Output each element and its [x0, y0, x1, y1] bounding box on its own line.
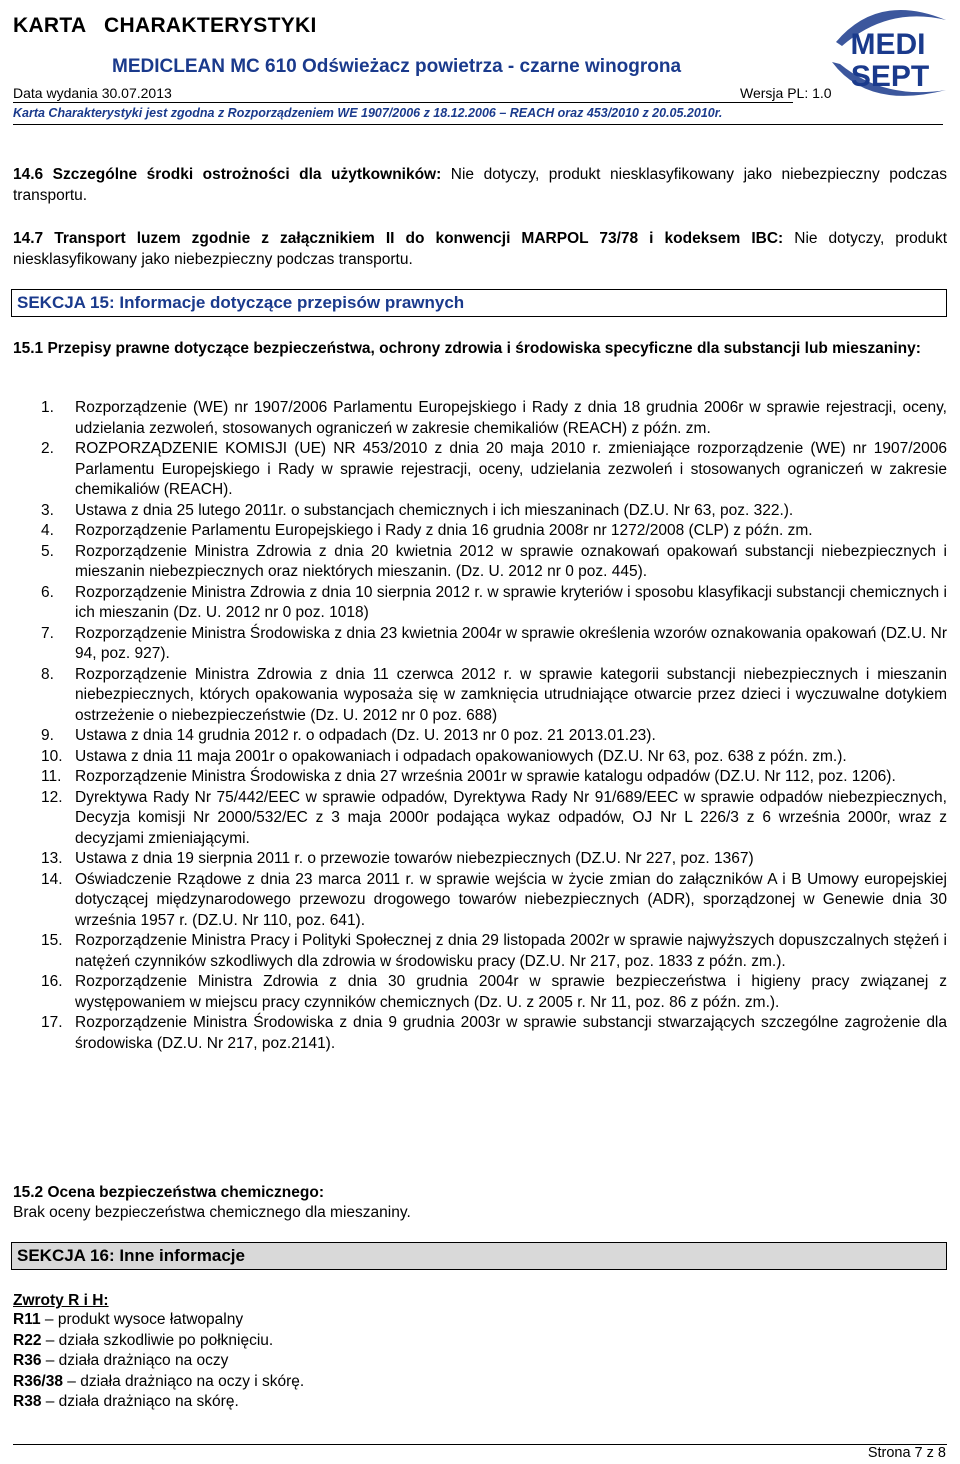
regulation-text: Rozporządzenie Ministra Środowiska z dnia 27 września 2001r w sprawie katalogu odpadów (DZ.U. Nr 112, poz. 1206). — [75, 768, 896, 785]
regulation-text: Ustawa z dnia 19 sierpnia 2011 r. o przewozie towarów niebezpiecznych (DZ.U. Nr 227, poz. 1367) — [75, 850, 754, 867]
regulation-text: Dyrektywa Rady Nr 75/442/EEC w sprawie odpadów, Dyrektywa Rady Nr 91/689/EEC w sprawie odpadów niebezpiecznych, Decyzja komisji Nr 2000/532/EC z 3 maja 2000r podająca wykaz odpadów, OJ Nr L 226/3 z 6 września 2000r, wraz z decyzjami zmieniającymi. — [75, 788, 947, 847]
phrases-heading: Zwroty R i H: — [13, 1292, 109, 1309]
regulation-number: 16. — [41, 973, 63, 990]
regulation-item — [13, 542, 947, 583]
regulation-item — [13, 726, 947, 747]
regulation-text: Rozporządzenie Ministra Pracy i Polityki Społecznej z dnia 29 listopada 2002r w sprawie najwyższych dopuszczalnych stężeń i natężeń czynników szkodliwych dla zdrowia w środowisku pracy (DZ.U. Nr 217, poz. 1833 z późn. zm.). — [75, 932, 947, 970]
subsection-15-2-title: 15.2 Ocena bezpieczeństwa chemicznego: — [13, 1184, 324, 1201]
phrase-code: R22 — [13, 1331, 42, 1349]
phrase-text: – działa drażniąco na skórę. — [41, 1393, 239, 1410]
section-15-heading — [11, 289, 947, 317]
phrase-code: R36 — [13, 1352, 42, 1369]
regulation-number: 1. — [41, 399, 54, 416]
regulation-text: Ustawa z dnia 11 maja 2001r o opakowaniach i odpadach opakowaniowych (DZ.U. Nr 63, poz. 638 z późn. zm.). — [75, 747, 847, 765]
regulation-item — [13, 870, 947, 932]
regulation-text: Ustawa z dnia 25 lutego 2011r. o substancjach chemicznych i ich mieszaninach (DZ.U. Nr 63, poz. 322.). — [75, 501, 794, 519]
subsection-15-2-text: Brak oceny bezpieczeństwa chemicznego dla mieszaniny. — [13, 1204, 411, 1221]
regulation-item — [13, 1013, 947, 1054]
section-14-6-label: 14.6 Szczególne środki ostrożności dla użytkowników: — [13, 166, 442, 183]
regulation-number: 17. — [41, 1014, 63, 1031]
phrase-item — [13, 1392, 947, 1413]
regulation-item — [13, 747, 947, 768]
document-title: KARTA CHARAKTERYSTYKI — [13, 14, 317, 37]
regulation-text: ROZPORZĄDZENIE KOMISJI (UE) NR 453/2010 z dnia 20 maja 2010 r. zmieniające rozporządzenie (WE) nr 1907/2006 Parlamentu Europejskiego i Rady w sprawie rejestracji, oceny, udzielania zezwoleń i stosowanych ograniczeń w zakresie chemikaliów (REACH). — [75, 440, 947, 498]
footer-divider — [13, 1444, 947, 1445]
regulation-number: 5. — [41, 542, 54, 560]
regulation-text: Oświadczenie Rządowe z dnia 23 marca 2011 r. w sprawie wejścia w życie zmian do załączników A i B Umowy europejskiej dotyczącej międzynarodowego przewozu drogowego towarów niebezpiecznych (ADR), sporządzonej w Genewie dnia 30 września 1957 r. (DZ.U. Nr 110, poz. 641). — [75, 870, 947, 929]
phrase-code: R36/38 — [13, 1372, 63, 1390]
regulation-number: 6. — [41, 583, 54, 601]
regulation-item — [13, 583, 947, 624]
section-14-6-text: Nie dotyczy, produkt niesklasyfikowany jako niebezpieczny podczas transportu. — [13, 166, 947, 204]
logo-text-top: MEDI — [850, 28, 926, 61]
regulation-text: Rozporządzenie Parlamentu Europejskiego i Rady z dnia 16 grudnia 2008r nr 1272/2008 (CLP) z późn. zm. — [75, 522, 813, 539]
phrase-item — [13, 1351, 947, 1372]
section-14-7 — [13, 228, 947, 270]
regulation-text: Rozporządzenie (WE) nr 1907/2006 Parlamentu Europejskiego i Rady z dnia 18 grudnia 2006r w sprawie rejestracji, oceny, udzielania zezwoleń, stosowanych ograniczeń w zakresie chemikaliów (REACH) z późn. zm. — [75, 399, 947, 437]
logo-text-bottom: SEPT — [850, 60, 930, 93]
regulation-item — [13, 439, 947, 501]
regulation-item — [13, 665, 947, 727]
phrase-code: R11 — [13, 1311, 41, 1328]
subsection-15-1-title: 15.1 Przepisy prawne dotyczące bezpieczeństwa, ochrony zdrowia i środowiska specyficzne dla substancji lub mieszaniny: — [13, 340, 921, 357]
regulation-text: Rozporządzenie Ministra Zdrowia z dnia 10 sierpnia 2012 r. w sprawie kryteriów i sposobu klasyfikacji substancji chemicznych i ich mieszanin (Dz. U. 2012 nr 0 poz. 1018) — [75, 583, 947, 621]
regulation-item — [13, 501, 947, 522]
regulation-item — [13, 931, 947, 972]
section-14-7-label: 14.7 Transport luzem zgodnie z załącznikiem II do konwencji MARPOL 73/78 i kodeksem IBC: — [13, 230, 784, 247]
regulation-number: 9. — [41, 727, 54, 744]
regulation-item — [13, 972, 947, 1013]
regulation-number: 13. — [41, 850, 63, 867]
regulation-number: 15. — [41, 932, 63, 949]
phrase-text: – produkt wysoce łatwopalny — [40, 1311, 244, 1328]
regulation-text: Ustawa z dnia 14 grudnia 2012 r. o odpadach (Dz. U. 2013 nr 0 poz. 21 2013.01.23). — [75, 727, 656, 744]
regulation-text: Rozporządzenie Ministra Środowiska z dnia 23 kwietnia 2004r w sprawie określenia wzorów oznakowania opakowań (DZ.U. Nr 94, poz. 927). — [75, 624, 947, 662]
regulation-number: 3. — [41, 501, 54, 519]
section-16-title: SEKCJA 16: Inne informacje — [17, 1246, 245, 1265]
phrase-item — [13, 1372, 947, 1393]
regulation-text: Rozporządzenie Ministra Środowiska z dnia 9 grudnia 2003r w sprawie substancji stwarzających szczególne zagrożenie dla środowiska (DZ.U. Nr 217, poz.2141). — [75, 1014, 947, 1052]
regulation-number: 14. — [41, 870, 63, 888]
regulation-number: 11. — [41, 768, 62, 785]
phrase-item — [13, 1331, 947, 1352]
regulation-number: 4. — [41, 522, 54, 539]
version-label: Wersja PL: 1.0 — [740, 85, 832, 101]
phrase-item — [13, 1310, 947, 1331]
regulation-text: Rozporządzenie Ministra Zdrowia z dnia 20 kwietnia 2012 w sprawie oznakowań opakowań substancji niebezpiecznych i mieszanin niebezpiecznych oraz niektórych mieszanin. (Dz. U. 2012 nr 0 poz. 445). — [75, 542, 947, 580]
regulation-note: Karta Charakterystyki jest zgodna z Rozporządzeniem WE 1907/2006 z 18.12.2006 – REACH oraz 453/2010 z 20.05.2010r. — [13, 106, 723, 120]
section-14-6 — [13, 164, 947, 206]
regulation-item — [13, 767, 947, 788]
regulation-text: Rozporządzenie Ministra Zdrowia z dnia 11 czerwca 2012 r. w sprawie kategorii substancji niebezpiecznych i mieszanin niebezpiecznych, których opakowania wyposaża się w zamknięcia utrudniające otwarcie przez dzieci i wyczuwalne dotykiem ostrzeżenie o niebezpieczeństwie (Dz. U. 2012 nr 0 poz. 688) — [75, 665, 947, 724]
phrase-text: – działa drażniąco na oczy — [41, 1352, 229, 1369]
page-number: Strona 7 z 8 — [867, 1445, 946, 1461]
regulations-list — [13, 398, 947, 1054]
regulation-item — [13, 788, 947, 850]
regulation-number: 2. — [41, 440, 54, 457]
regulation-number: 10. — [41, 747, 63, 765]
regulation-number: 7. — [41, 624, 54, 642]
phrase-text: – działa szkodliwie po połknięciu. — [41, 1331, 274, 1349]
phrases-list — [13, 1310, 947, 1413]
product-name: MEDICLEAN MC 610 Odświeżacz powietrza - czarne winogrona — [112, 56, 682, 77]
medisept-logo — [828, 2, 954, 106]
section-14-7-text: Nie dotyczy, produkt niesklasyfikowany jako niebezpieczny podczas transportu. — [13, 230, 947, 268]
section-16-heading — [11, 1242, 947, 1270]
regulation-item — [13, 398, 947, 439]
regulation-item — [13, 521, 947, 542]
phrase-text: – działa drażniąco na oczy i skórę. — [62, 1372, 305, 1390]
header-divider — [13, 124, 943, 125]
regulation-number: 12. — [41, 788, 63, 806]
regulation-number: 8. — [41, 665, 54, 683]
issue-date: Data wydania 30.07.2013 — [13, 85, 793, 103]
regulation-item — [13, 849, 947, 870]
section-15-title: SEKCJA 15: Informacje dotyczące przepisów prawnych — [17, 293, 465, 312]
phrase-code: R38 — [13, 1393, 42, 1410]
regulation-text: Rozporządzenie Ministra Zdrowia z dnia 30 grudnia 2004r w sprawie bezpieczeństwa i higieny pracy związanej z występowaniem w miejscu pracy czynników chemicznych (Dz. U. z 2005 r. Nr 11, poz. 86 z późn. zm.). — [75, 973, 947, 1011]
regulation-item — [13, 624, 947, 665]
